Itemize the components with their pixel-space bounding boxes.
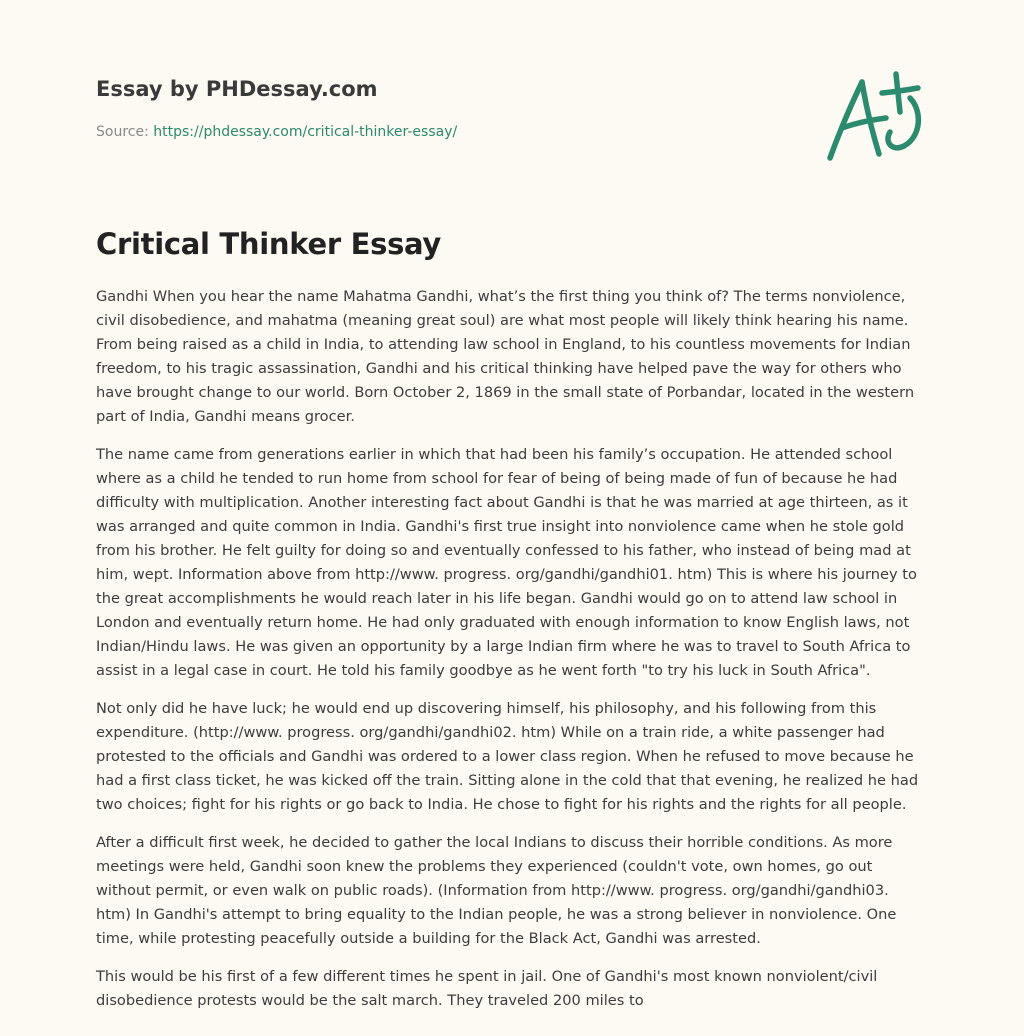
paragraph: The name came from generations earlier in which that had been his family’s occupation. He attended school where as a child he tended to run home from school for fear of being of being made of fun of because he had difficulty with multiplication. Another interesting fact about Gandhi is that he was married at age thirteen, as it was arranged and quite common in India. Gandhi's first true insight into nonviolence came when he stole gold from his brother. He felt guilty for doing so and eventually confessed to his father, who instead of being mad at him, wept. Information above from http://www. progress. org/gandhi/gandhi01. htm) This is where his journey to the great accomplishments he would reach later in his life began. Gandhi would go on to attend law school in London and eventually return home. He had only graduated with enough information to know English laws, not Indian/Hindu laws. He was given an opportunity by a large Indian firm where he was to travel to South Africa to assist in a legal case in court. He told his family goodbye as he went forth "to try his luck in South Africa". — [96, 446, 917, 679]
essay-body — [96, 285, 926, 1027]
brand-title: Essay by PHDessay.com — [96, 77, 378, 101]
essay-title: Critical Thinker Essay — [96, 227, 442, 261]
paragraph: Gandhi When you hear the name Mahatma Gandhi, what’s the first thing you think of? The terms nonviolence, civil disobedience, and mahatma (meaning great soul) are what most people will likely think hearing his name. From being raised as a child in India, to attending law school in England, to his countless movements for Indian freedom, to his tragic assassination, Gandhi and his critical thinking have helped pave the way for others who have brought change to our world. Born October 2, 1869 in the small state of Porbandar, located in the western part of India, Gandhi means grocer. — [96, 288, 915, 425]
paragraph: This would be his first of a few different times he spent in jail. One of Gandhi's most known nonviolent/civil disobedience protests would be the salt march. They traveled 200 miles to — [96, 968, 878, 1009]
source-link[interactable]: https://phdessay.com/critical-thinker-essay/ — [153, 124, 458, 140]
a-plus-grade-icon — [822, 66, 932, 166]
page-header — [96, 74, 796, 142]
paragraph: Not only did he have luck; he would end up discovering himself, his philosophy, and his following from this expenditure. (http://www. progress. org/gandhi/gandhi02. htm) While on a train ride, a white passenger had protested to the officials and Gandhi was ordered to a lower class region. When he refused to move because he had a first class ticket, he was kicked off the train. Sitting alone in the cold that that evening, he realized he had two choices; fight for his rights or go back to India. He chose to fight for his rights and the rights for all people. — [96, 700, 919, 813]
source-label: Source: — [96, 124, 154, 140]
source-line — [96, 122, 796, 142]
paragraph: After a difficult first week, he decided to gather the local Indians to discuss their horrible conditions. As more meetings were held, Gandhi soon knew the problems they experienced (couldn't vote, own homes, go out without permit, or even walk on public roads). (Information from http://www. progress. org/gandhi/gandhi03. htm) In Gandhi's attempt to bring equality to the Indian people, he was a strong believer in nonviolence. One time, while protesting peacefully outside a building for the Black Act, Gandhi was arrested. — [96, 834, 897, 947]
